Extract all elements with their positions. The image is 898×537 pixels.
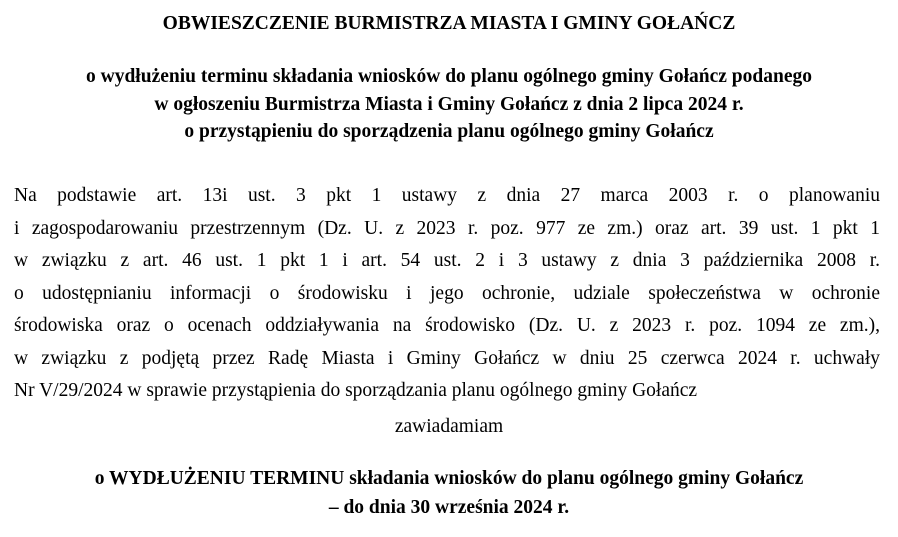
paragraph-line: Nr V/29/2024 w sprawie przystąpienia do sporządzania planu ogólnego gminy Gołańcz xyxy=(14,380,698,401)
paragraph-line: środowiska oraz o ocenach oddziaływania na środowisko (Dz. U. z 2023 r. poz. 1094 ze zm.), xyxy=(14,315,880,336)
final-deadline-line: – do dnia 30 września 2024 r. xyxy=(328,497,570,518)
final-emphasis: WYDŁUŻENIU TERMINU xyxy=(109,468,345,489)
final-statement xyxy=(0,464,898,522)
paragraph-line: Na podstawie art. 13i ust. 3 pkt 1 ustawy z dnia 27 marca 2003 r. o planowaniu xyxy=(14,185,880,206)
subtitle-line: o wydłużeniu terminu składania wniosków do planu ogólnego gminy Gołańcz podanego xyxy=(86,66,812,87)
subtitle-line: w ogłoszeniu Burmistrza Miasta i Gminy Gołańcz z dnia 2 lipca 2024 r. xyxy=(154,93,744,115)
notify-word: zawiadamiam xyxy=(394,416,504,437)
paragraph-line: o udostępnianiu informacji o środowisku i jego ochronie, udziale społeczeństwa w ochronie xyxy=(14,282,880,304)
document-title: OBWIESZCZENIE BURMISTRZA MIASTA I GMINY GOŁAŃCZ xyxy=(162,13,736,34)
final-prefix: o xyxy=(94,468,110,489)
legal-basis-paragraph xyxy=(14,180,880,408)
paragraph-line: i zagospodarowaniu przestrzennym (Dz. U. z 2023 r. poz. 977 ze zm.) oraz art. 39 ust. 1 pkt 1 xyxy=(14,217,880,239)
subtitle-line: o przystąpieniu do sporządzenia planu ogólnego gminy Gołańcz xyxy=(184,121,714,142)
paragraph-line: w związku z art. 46 ust. 1 pkt 1 i art. 54 ust. 2 i 3 ustawy z dnia 3 października 2008 r. xyxy=(14,250,880,271)
document-subtitle xyxy=(0,63,898,146)
final-suffix: składania wniosków do planu ogólnego gminy Gołańcz xyxy=(344,468,804,489)
paragraph-line: w związku z podjętą przez Radę Miasta i Gminy Gołańcz w dniu 25 czerwca 2024 r. uchwały xyxy=(14,347,880,369)
final-statement-line xyxy=(0,464,898,493)
